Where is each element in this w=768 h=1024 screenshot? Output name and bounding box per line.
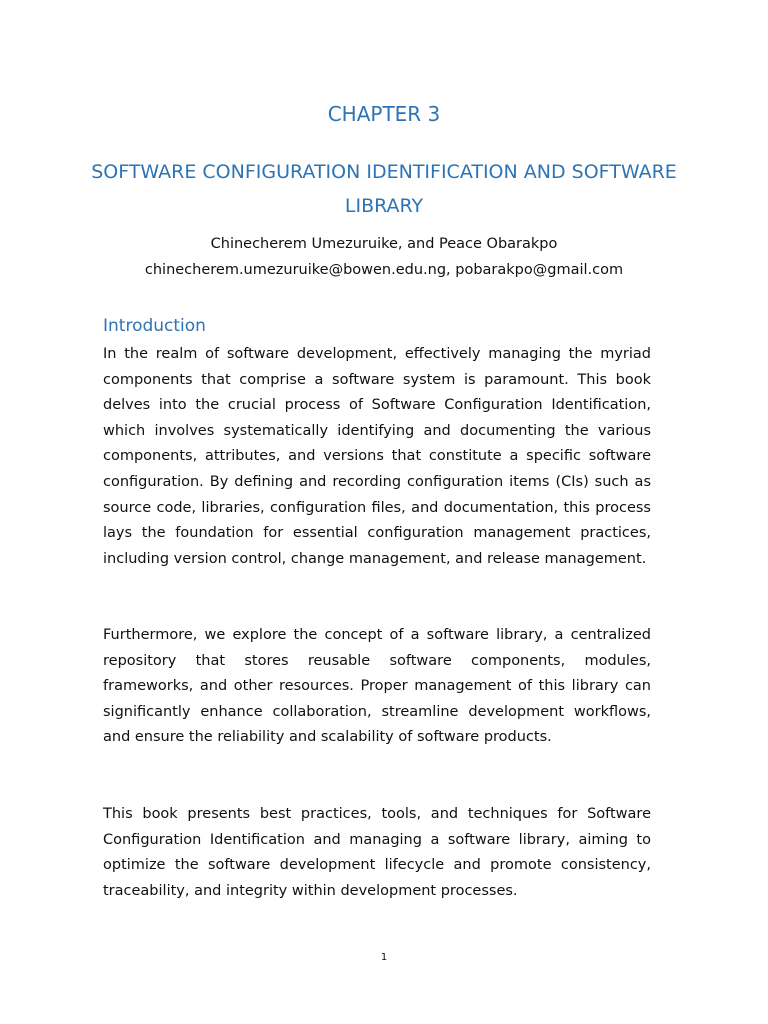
author-emails: chinecherem.umezuruike@bowen.edu.ng, pobarakpo@gmail.com [144,262,624,278]
section-heading: Introduction [103,316,206,336]
page-number: 1 [380,952,388,963]
paragraph: In the realm of software development, effectively managing the myriad components that comprise a software system is paramount. This book delves into the crucial process of Software Configuration Identification, which involves systematically identifying and documenting the various components, attributes, and versions that constitute a specific software configuration. By defining and recording configuration items (CIs) such as source code, libraries, configuration files, and documentation, this process lays the foundation for essential configuration management practices, including version control, change management, and release management. [103,346,651,567]
chapter-title: SOFTWARE CONFIGURATION IDENTIFICATION AND SOFTWARE LIBRARY [91,161,677,217]
paragraph: This book presents best practices, tools, and techniques for Software Configuration Identification and managing a software library, aiming to optimize the software development lifecycle and promote consistency, traceability, and integrity within development processes. [103,806,651,899]
chapter-label: CHAPTER 3 [327,102,441,126]
paragraph: Furthermore, we explore the concept of a software library, a centralized repository that stores reusable software components, modules, frameworks, and other resources. Proper management of this library can significantly enhance collaboration, streamline development workflows, and ensure the reliability and scalability of software products. [103,627,651,746]
author-names: Chinecherem Umezuruike, and Peace Obarakpo [210,236,558,252]
